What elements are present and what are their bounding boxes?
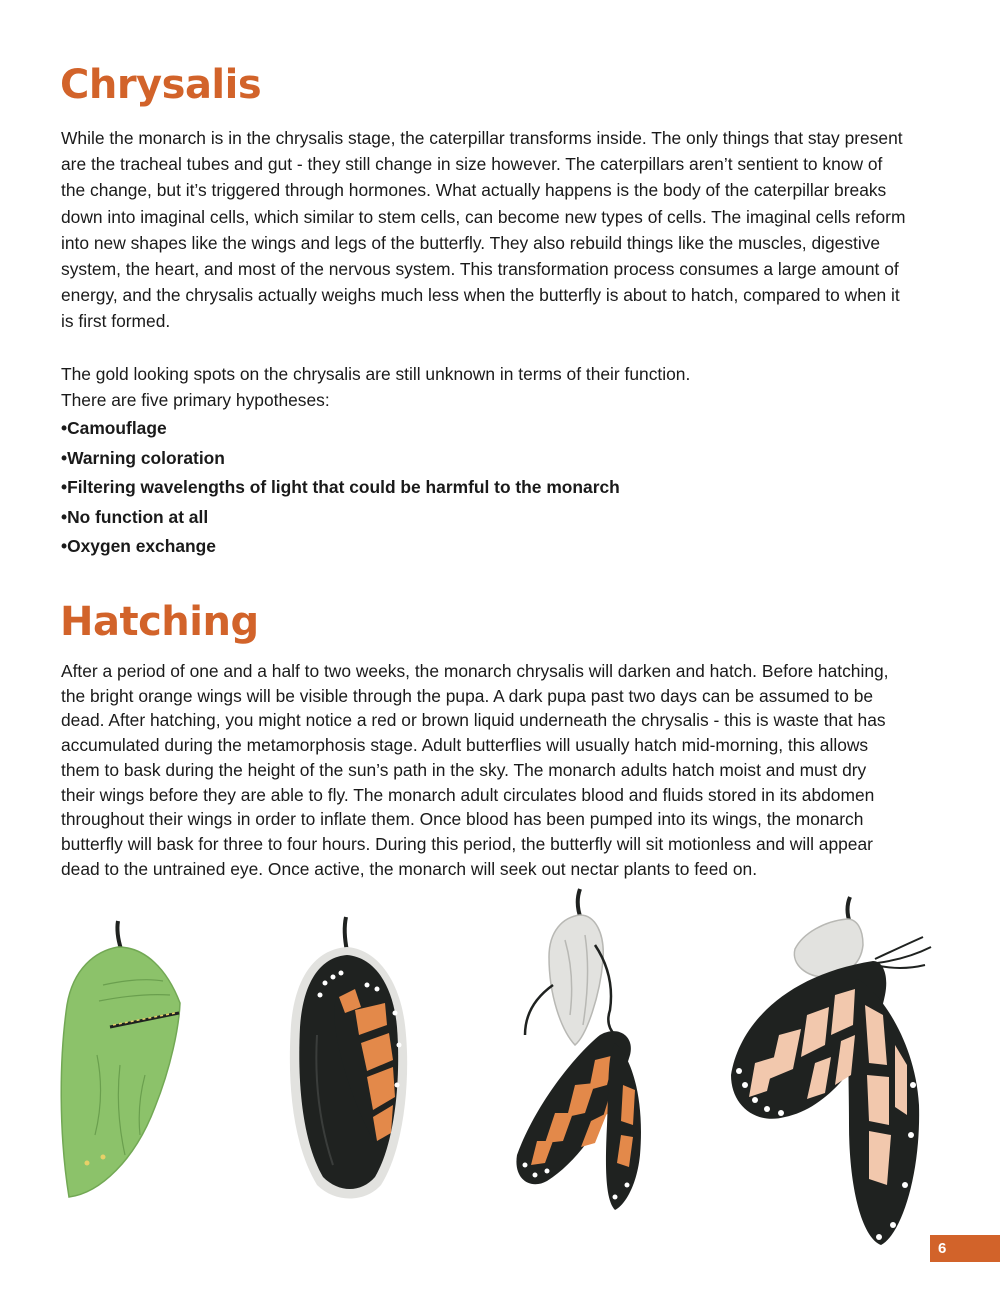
text-line: them to bask during the height of the sun’s path in the sky. The monarch adults hatch moist and must dry	[61, 759, 867, 780]
list-item: • Camouflage	[61, 414, 620, 444]
dark-chrysalis-icon	[290, 917, 407, 1199]
list-item: • Filtering wavelengths of light that could be harmful to the monarch	[61, 473, 620, 503]
text-line: While the monarch is in the chrysalis stage, the caterpillar transforms inside. The only things that stay present	[61, 128, 903, 148]
list-item: • Oxygen exchange	[61, 532, 620, 562]
text-line: energy, and the chrysalis actually weighs much less when the butterfly is about to hatch, compared to when it	[61, 285, 900, 306]
chrysalis-paragraph	[61, 125, 946, 335]
text-line: dead. After hatching, you might notice a red or brown liquid underneath the chrysalis - this is waste that has	[61, 710, 886, 731]
emerging-butterfly-icon	[516, 889, 642, 1210]
list-item: • No function at all	[61, 503, 620, 533]
text-line: the change, but it’s triggered through hormones. What actually happens is the body of the caterpillar breaks	[61, 180, 887, 201]
text-line: their wings before they are able to fly. The monarch adult circulates blood and fluids stored in its abdomen	[61, 784, 875, 805]
section-title-hatching: Hatching	[60, 599, 259, 645]
page-number-badge: 6	[930, 1235, 1000, 1262]
text-line: system, the heart, and most of the nervous system. This transformation process consumes a large amount of	[61, 259, 899, 280]
hatching-paragraph	[61, 659, 946, 881]
hypotheses-list	[61, 414, 620, 562]
metamorphosis-illustrations	[55, 885, 935, 1255]
text-line: accumulated during the metamorphosis stage. Adult butterflies will usually hatch mid-morning, this allows	[61, 735, 869, 756]
adult-butterfly-icon	[731, 897, 931, 1245]
text-line: is first formed.	[61, 311, 171, 332]
text-line: After a period of one and a half to two weeks, the monarch chrysalis will darken and hatch. Before hatching,	[61, 661, 889, 681]
text-line: the bright orange wings will be visible through the pupa. A dark pupa past two days can be assumed to be	[61, 685, 874, 706]
section-title-chrysalis: Chrysalis	[60, 62, 262, 108]
text-line: down into imaginal cells, which similar to stem cells, can become new types of cells. The imaginal cells reform	[61, 206, 906, 227]
text-line: throughout their wings in order to inflate them. Once blood has been pumped into its wings, the monarch	[61, 809, 864, 830]
green-chrysalis-icon	[61, 921, 180, 1197]
text-line: dead to the untrained eye. Once active, the monarch will seek out nectar plants to feed on.	[61, 858, 758, 879]
text-line: There are five primary hypotheses:	[61, 390, 330, 411]
gold-spots-paragraph	[61, 361, 946, 413]
text-line: are the tracheal tubes and gut - they still change in size however. The caterpillars aren’t sentient to know of	[61, 154, 883, 175]
text-line: butterfly will bask for three to four hours. During this period, the butterfly will sit motionless and will appear	[61, 833, 873, 854]
list-item: • Warning coloration	[61, 444, 620, 474]
text-line: into new shapes like the wings and legs of the butterfly. They also rebuild things like the muscles, digestive	[61, 232, 881, 253]
text-line: The gold looking spots on the chrysalis are still unknown in terms of their function.	[61, 364, 691, 384]
